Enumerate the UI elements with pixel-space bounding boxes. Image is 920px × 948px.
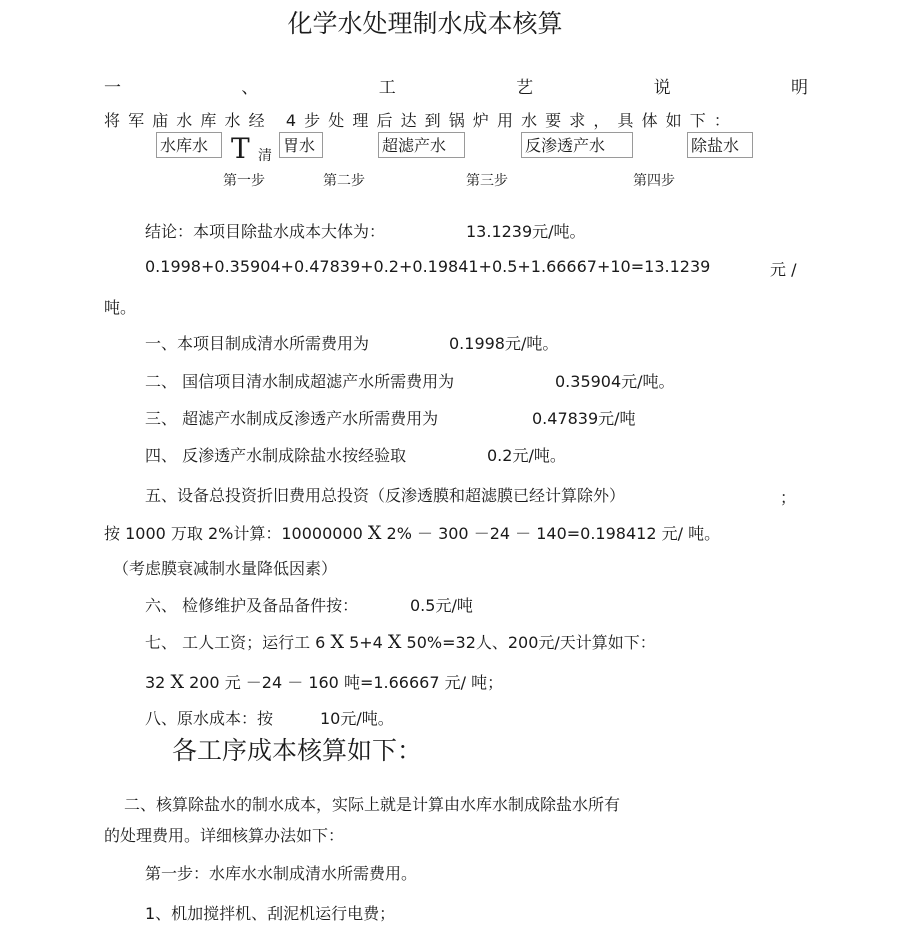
item-3-value: 0.47839元/吨 [532, 409, 636, 428]
item-4-value: 0.2元/吨。 [487, 446, 566, 465]
formula-unit: 元 / [770, 260, 797, 279]
multiply-sign: X [170, 671, 184, 693]
item-4-label: 四、 反渗透产水制成除盐水按经验取 [145, 446, 407, 465]
qing-label: 清 [258, 148, 272, 164]
item-8-value: 10元/吨。 [320, 709, 394, 728]
heading-char: 、 [241, 78, 259, 98]
item-6-value: 0.5元/吨 [410, 596, 473, 615]
step-1-item-1: 1、机加搅拌机、刮泥机运行电费； [145, 904, 396, 923]
heading-char: 说 [653, 78, 671, 98]
multiply-sign: X [367, 522, 382, 544]
paragraph-2-line-1: 二、核算除盐水的制水成本，实际上就是计算由水库水制成除盐水所有 [124, 795, 621, 814]
document-title: 化学水处理制水成本核算 [287, 9, 563, 38]
item-2-value: 0.35904元/吨。 [555, 372, 675, 391]
item-1-value: 0.1998元/吨。 [449, 334, 559, 353]
section-heading-process [104, 73, 808, 98]
item-5-calc [104, 521, 720, 544]
heading-char: 工 [378, 78, 396, 98]
conclusion-label: 结论：本项目除盐水成本大体为： [145, 222, 386, 241]
cost-formula: 0.1998+0.35904+0.47839+0.2+0.19841+0.5+1.66667+10=13.1239 [145, 257, 711, 276]
item-6-label: 六、 检修维护及备品备件按： [145, 596, 359, 615]
t-symbol: T [231, 132, 250, 165]
calc-text: 按 1000 万取 2%计算：10000000 [104, 524, 368, 543]
calc-text: 32 [145, 673, 171, 692]
calc-text: 七、 工人工资；运行工 6 [145, 633, 331, 652]
item-3-label: 三、 超滤产水制成反渗透产水所需费用为 [145, 409, 439, 428]
heading-char: 明 [790, 78, 808, 98]
intro-text: 将军庙水库水经 4步处理后达到锅炉用水要求，具体如下： [104, 111, 738, 130]
step-label-4: 第四步 [633, 173, 675, 189]
flow-box-uf-water: 超滤产水 [378, 132, 465, 158]
item-7-label [145, 630, 656, 653]
heading-char: 艺 [516, 78, 534, 98]
multiply-sign: X [330, 631, 344, 653]
item-1-label: 一、本项目制成清水所需费用为 [145, 334, 370, 353]
item-2-label: 二、 国信项目清水制成超滤产水所需费用为 [145, 372, 455, 391]
flow-box-ro-water: 反渗透产水 [521, 132, 633, 158]
flow-box-clear-water: 胃水 [279, 132, 323, 158]
calc-text: 50%=32人、200元/天计算如下： [401, 633, 656, 652]
calc-text: 5+4 [343, 633, 388, 652]
step-label-2: 第二步 [323, 173, 365, 189]
item-5-label: 五、设备总投资折旧费用总投资（反渗透膜和超滤膜已经计算除外） [145, 486, 626, 505]
step-label-3: 第三步 [466, 173, 508, 189]
item-5-tail: ； [780, 488, 797, 507]
multiply-sign: X [387, 631, 402, 653]
step-label-1: 第一步 [223, 173, 265, 189]
step-1-heading: 第一步：水库水水制成清水所需费用。 [145, 864, 418, 883]
flow-box-reservoir-water: 水库水 [156, 132, 222, 158]
heading-char: 一 [104, 78, 121, 98]
item-8-label: 八、原水成本：按 [145, 709, 274, 728]
conclusion-value: 13.1239元/吨。 [466, 222, 586, 241]
item-5-note: （考虑膜衰减制水量降低因素） [113, 559, 338, 578]
flow-box-demineralized-water: 除盐水 [687, 132, 753, 158]
calc-text: 2% － 300 －24 － 140=0.198412 元/ 吨。 [381, 524, 721, 543]
formula-unit-cont: 吨。 [104, 298, 137, 317]
calc-text: 200 元 －24 － 160 吨=1.66667 元/ 吨； [183, 673, 504, 692]
item-7-calc [145, 670, 503, 693]
section-heading-costs: 各工序成本核算如下： [172, 736, 423, 765]
paragraph-2-line-2: 的处理费用。详细核算办法如下： [104, 826, 345, 845]
